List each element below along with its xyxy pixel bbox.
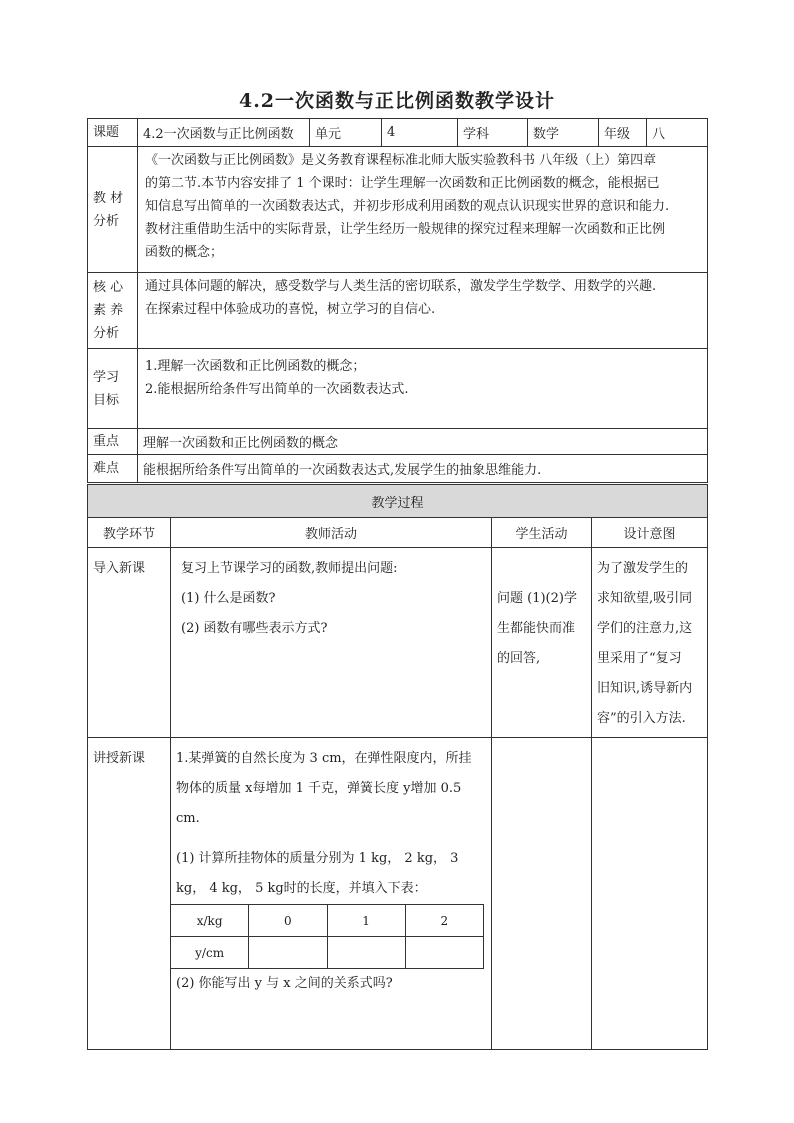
y-value — [249, 937, 327, 969]
course-info-table — [87, 118, 708, 483]
subject-label: 学科 — [458, 119, 528, 147]
xy-row-y — [171, 937, 484, 969]
spring-length-table — [171, 904, 485, 969]
y-value — [405, 937, 483, 969]
x-value: 1 — [327, 905, 405, 937]
label-line: 核 心 — [93, 280, 124, 295]
info-row-key — [88, 429, 708, 455]
label-line: 目标 — [93, 392, 120, 408]
text-line: 1.理解一次函数和正比例函数的概念； — [145, 359, 366, 374]
text-line: 为了激发学生的 — [597, 561, 689, 576]
info-row-goals — [88, 349, 708, 429]
text-line: 1.某弹簧的自然长度为 3 cm，在弹性限度内，所挂 — [176, 751, 472, 766]
difficulty-point: 能根据所给条件写出简单的一次函数表达式,发展学生的抽象思维能力. — [138, 455, 708, 483]
x-value: 0 — [249, 905, 327, 937]
process-header-row — [88, 485, 708, 518]
page-title: 4.2一次函数与正比例函数教学设计 — [238, 90, 556, 112]
info-row-difficulty — [88, 455, 708, 483]
text-line: 知信息写出简单的一次函数表达式，并初步形成利用函数的观点认识现实世界的意识和能力. — [145, 199, 670, 214]
text-line: 学们的注意力,这 — [597, 621, 693, 636]
text-line: 函数的概念； — [145, 245, 224, 260]
x-label: x/kg — [171, 905, 249, 937]
key-label: 重点 — [88, 429, 138, 455]
intro-student-activity — [492, 548, 592, 738]
label-line: 教 材 — [93, 190, 124, 206]
label-line: 学习 — [93, 369, 120, 385]
label-line: 素 养 — [93, 303, 124, 318]
y-label: y/cm — [171, 937, 249, 969]
grade-value: 八 — [647, 119, 708, 147]
unit-value: 4 — [382, 119, 458, 147]
info-row-literacy — [88, 273, 708, 349]
column-intent: 设计意图 — [592, 518, 708, 548]
lecture-teacher-activity — [171, 738, 492, 1050]
lecture-design-intent — [592, 738, 708, 1050]
text-line: 《一次函数与正比例函数》是义务教育课程标准北师大版实验教科书 八年级（上）第四章 — [145, 153, 657, 168]
text-line: 复习上节课学习的函数,教师提出问题: — [181, 561, 398, 576]
intro-design-intent — [592, 548, 708, 738]
intro-stage: 导入新课 — [88, 548, 171, 738]
text-line: 生都能快而准 — [497, 621, 576, 636]
key-point: 理解一次函数和正比例函数的概念 — [138, 429, 708, 455]
text-line: 的第二节.本节内容安排了 1 个课时：让学生理解一次函数和正比例函数的概念，能根据已 — [145, 176, 660, 191]
text-line: kg， 4 kg， 5 kg时的长度，并填入下表： — [176, 881, 427, 896]
teaching-process-table — [87, 484, 708, 1050]
info-row-basic — [88, 119, 708, 147]
intro-row — [88, 548, 708, 738]
text-line: (2) 函数有哪些表示方式? — [181, 621, 328, 636]
column-teacher: 教师活动 — [171, 518, 492, 548]
process-columns-row — [88, 518, 708, 548]
text-line: (1) 计算所挂物体的质量分别为 1 kg， 2 kg， 3 — [176, 851, 459, 866]
column-student: 学生活动 — [492, 518, 592, 548]
text-line: 旧知识,诱导新内 — [597, 681, 693, 696]
literacy-analysis — [138, 273, 708, 349]
info-row-textbook — [88, 147, 708, 273]
intro-teacher-activity — [171, 548, 492, 738]
unit-label: 单元 — [310, 119, 382, 147]
text-line: 问题 (1)(2)学 — [497, 591, 577, 606]
text-line: 2.能根据所给条件写出简单的一次函数表达式. — [145, 382, 409, 397]
text-line: 求知欲望,吸引同 — [597, 591, 693, 606]
label-line: 分析 — [93, 326, 120, 341]
topic-label: 课题 — [88, 119, 138, 147]
text-line: 容”的引入方法. — [597, 711, 686, 726]
difficulty-label: 难点 — [88, 455, 138, 483]
text-line: 通过具体问题的解决，感受数学与人类生活的密切联系，激发学生学数学、用数学的兴趣. — [145, 279, 657, 294]
textbook-analysis — [138, 147, 708, 273]
lecture-row — [88, 738, 708, 1050]
text-line: 物体的质量 x每增加 1 千克，弹簧长度 y增加 0.5 — [176, 781, 462, 796]
column-stage: 教学环节 — [88, 518, 171, 548]
subject-value: 数学 — [528, 119, 599, 147]
lecture-student-activity — [492, 738, 592, 1050]
xy-row-x — [171, 905, 484, 937]
grade-label: 年级 — [599, 119, 647, 147]
goals-label — [88, 349, 138, 429]
label-line: 分析 — [93, 213, 120, 229]
learning-goals — [138, 349, 708, 429]
text-line: cm. — [176, 811, 200, 826]
text-line: 里采用了“复习 — [597, 651, 682, 666]
x-value: 2 — [405, 905, 483, 937]
text-line: 教材注重借助生活中的实际背景，让学生经历一般规律的探究过程来理解一次函数和正比例 — [145, 222, 666, 237]
literacy-label — [88, 273, 138, 349]
lecture-stage: 讲授新课 — [88, 738, 171, 1050]
text-line: 在探索过程中体验成功的喜悦，树立学习的自信心. — [145, 302, 436, 317]
text-line: (1) 什么是函数? — [181, 591, 276, 606]
text-line: (2) 你能写出 y 与 x 之间的关系式吗? — [176, 976, 393, 991]
process-header: 教学过程 — [88, 485, 708, 518]
text-line: 的回答, — [497, 651, 541, 666]
textbook-label — [88, 147, 138, 273]
topic-value: 4.2一次函数与正比例函数 — [138, 119, 310, 147]
y-value — [327, 937, 405, 969]
